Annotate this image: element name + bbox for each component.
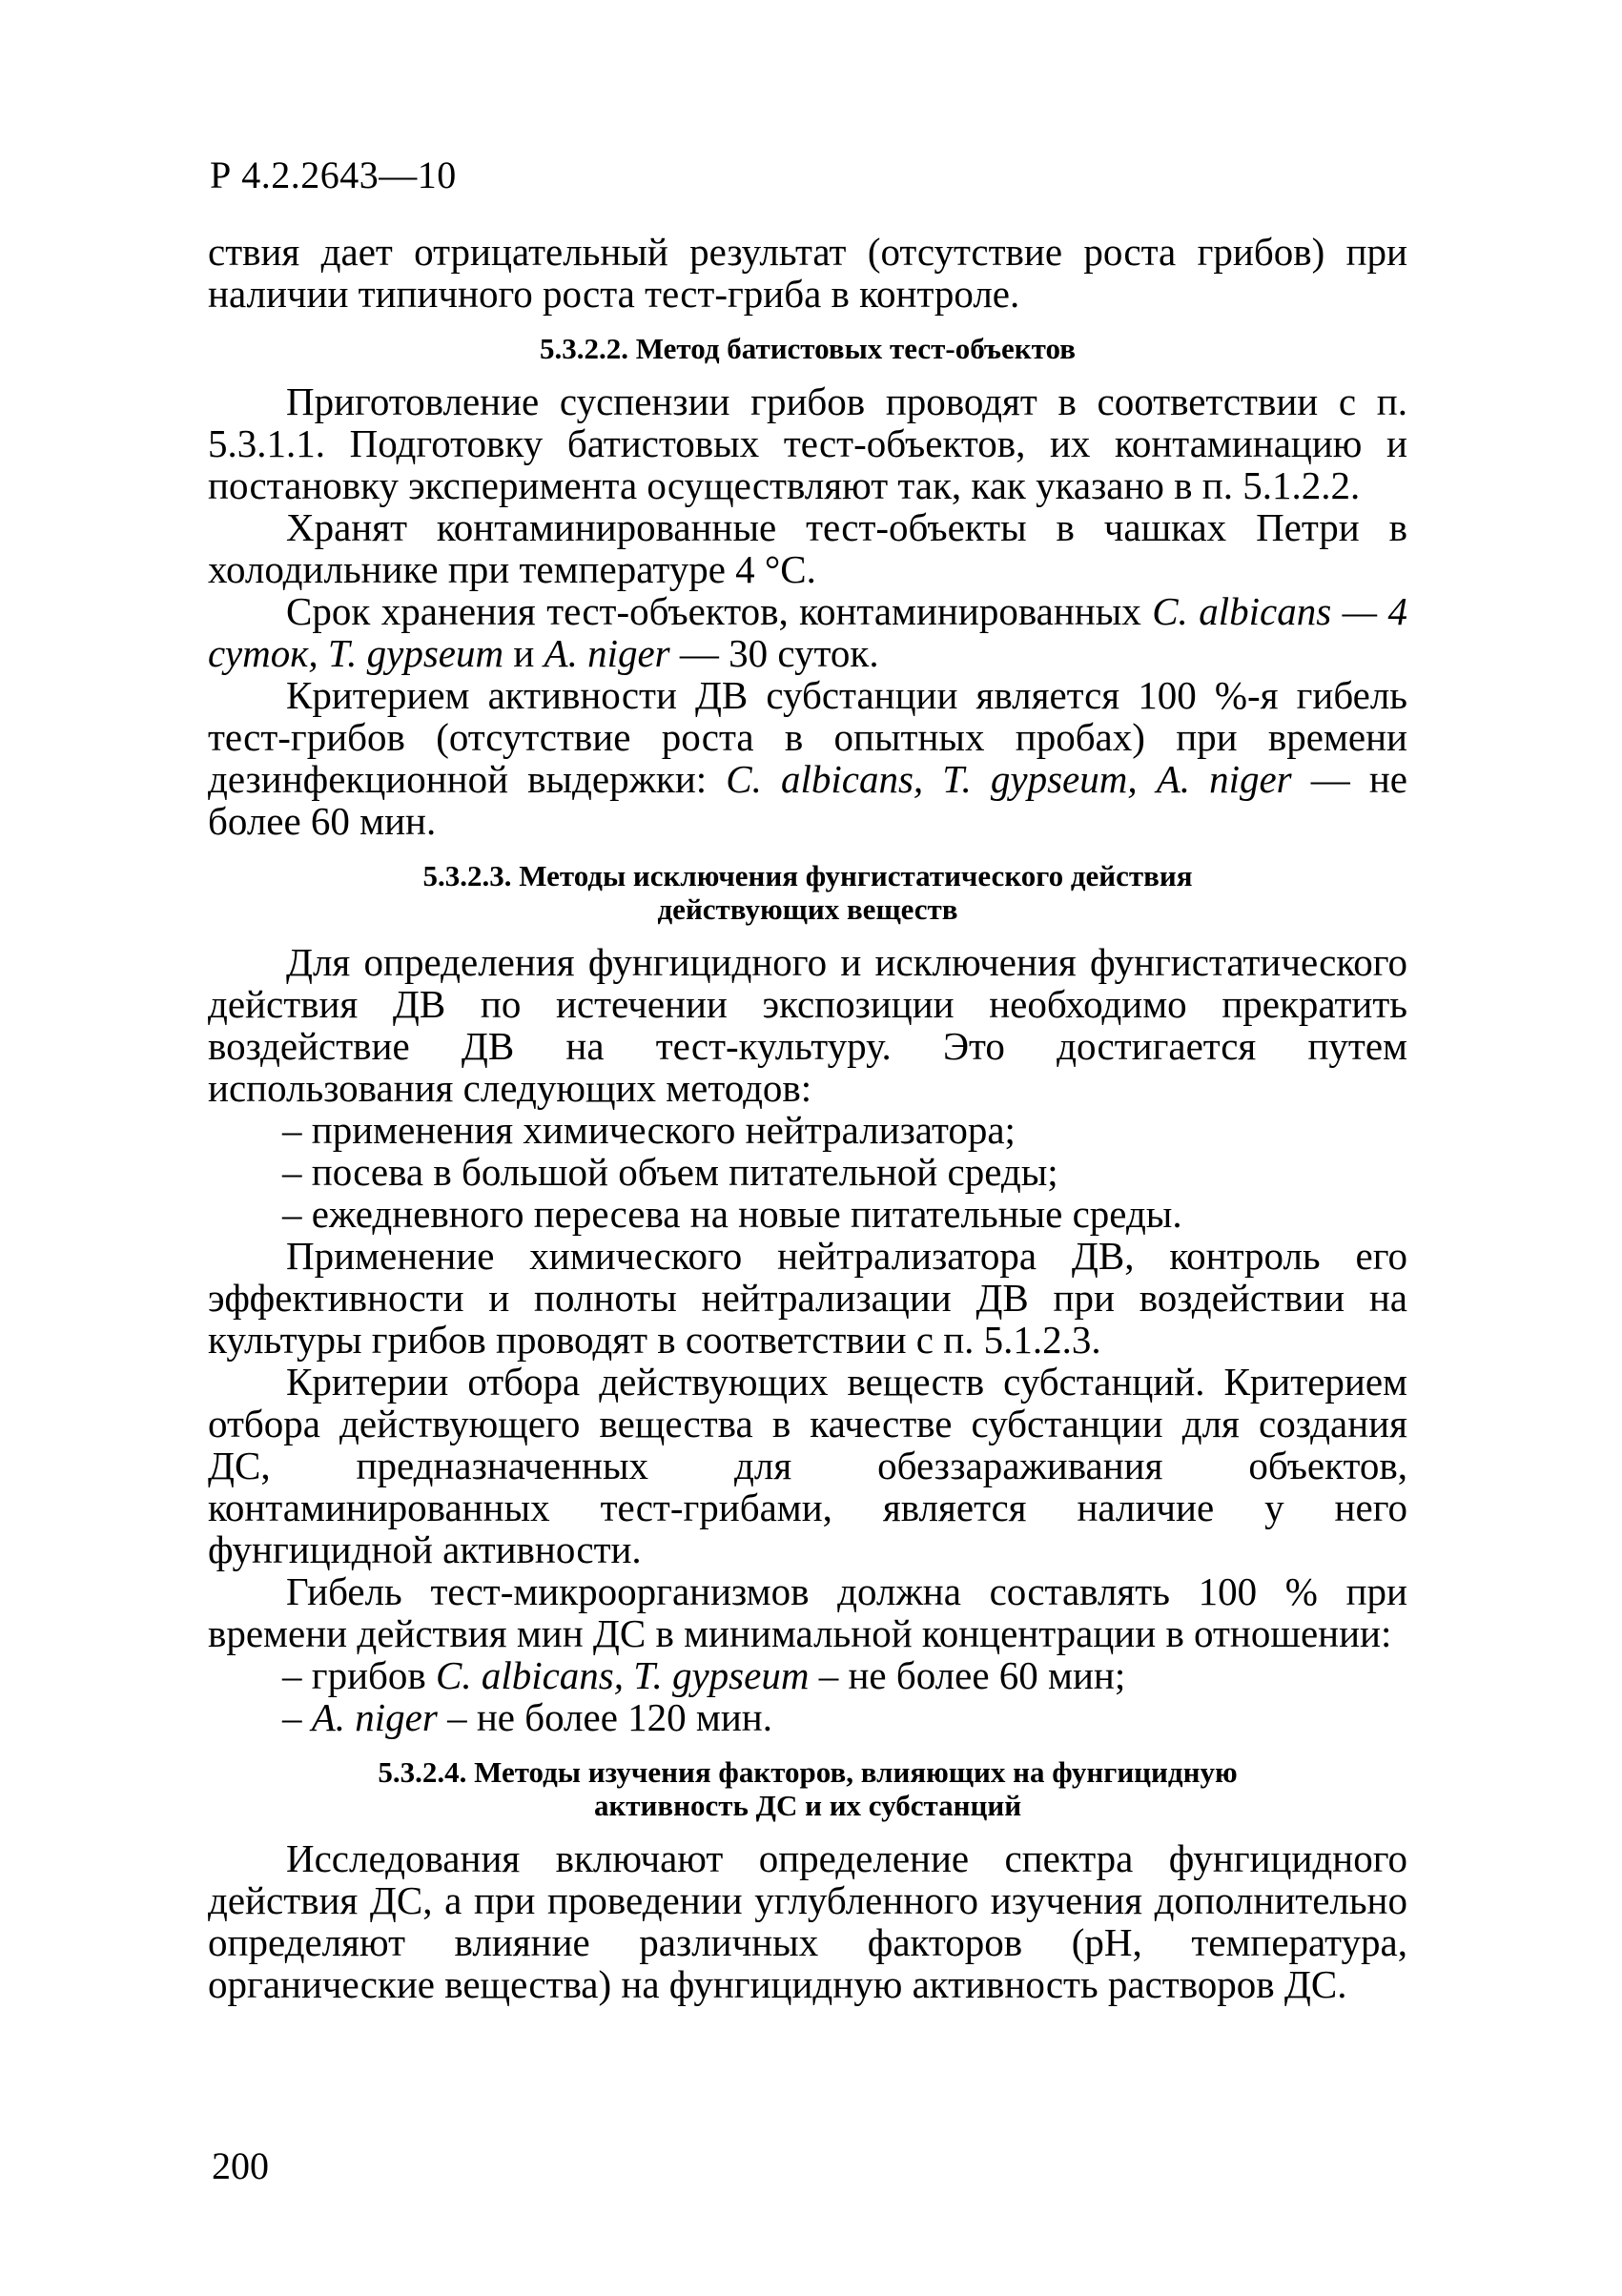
list-item: – применения химического нейтрализатора; <box>282 1108 1016 1152</box>
heading-line: действующих веществ <box>657 892 958 926</box>
text-run: и <box>503 631 544 675</box>
heading-line: 5.3.2.3. Методы исключения фунгистатического действия <box>422 859 1193 892</box>
text-run: – <box>282 1695 312 1739</box>
paragraph <box>208 674 1407 842</box>
paragraph: Критерии отбора действующих веществ субстанций. Критерием отбора действующего вещества в качестве субстанции для создания ДС, предназначенных для обеззараживания объектов, контаминированных тест-грибами, является наличие у него фунгицидной активности. <box>208 1360 1407 1571</box>
paragraph: Исследования включают определение спектра фунгицидного действия ДС, а при проведении углубленного изучения дополнительно определяют влияние различных факторов (рН, температура, органические вещества) на фунгицидную активность растворов ДС. <box>208 1836 1407 2006</box>
section-heading <box>208 332 1407 365</box>
paragraph: ствия дает отрицательный результат (отсутствие роста грибов) при наличии типичного роста тест-гриба в контроле. <box>208 230 1407 316</box>
page-number: 200 <box>212 2144 269 2187</box>
text-run: — не более 60 мин. <box>208 757 1407 843</box>
heading-line: активность ДС и их субстанций <box>593 1789 1022 1822</box>
italic-text: С. albicans, Т. gypseum <box>435 1653 810 1697</box>
document-code: Р 4.2.2643—10 <box>210 154 457 196</box>
italic-text: С. albicans, Т. gypseum, А. niger <box>726 757 1292 801</box>
paragraph: Гибель тест-микроорганизмов должна составлять 100 % при времени действия мин ДС в минимальной концентрации в отношении: <box>208 1569 1407 1655</box>
text-run: – не более 60 мин; <box>809 1653 1126 1697</box>
list-item: – ежедневного пересева на новые питательные среды. <box>282 1192 1182 1236</box>
text-run: — 30 суток. <box>669 631 879 675</box>
page-body <box>208 231 1407 2005</box>
italic-text: С. albicans — 4 суток, Т. gypseum <box>208 589 1407 675</box>
text-run: – грибов <box>282 1653 436 1697</box>
text-run: – не более 120 мин. <box>437 1695 772 1739</box>
text-run: Срок хранения тест-объектов, контаминированных <box>286 589 1153 633</box>
italic-text: А. niger <box>311 1695 438 1739</box>
section-heading <box>208 1755 1407 1822</box>
section-heading <box>208 859 1407 926</box>
paragraph: Применение химического нейтрализатора ДВ, контроль его эффективности и полноты нейтрализации ДВ при воздействии на культуры грибов проводят в соответствии с п. 5.1.2.3. <box>208 1234 1407 1362</box>
heading-line: 5.3.2.4. Методы изучения факторов, влияющих на фунгицидную <box>378 1755 1238 1789</box>
paragraph: Хранят контаминированные тест-объекты в чашках Петри в холодильнике при температуре 4 °С. <box>208 505 1407 591</box>
italic-text: А. niger <box>544 631 670 675</box>
list-item <box>208 1696 1407 1738</box>
paragraph <box>208 590 1407 674</box>
paragraph: Приготовление суспензии грибов проводят в соответствии с п. 5.3.1.1. Подготовку батистовых тест-объектов, их контаминацию и постановку эксперимента осуществляют так, как указано в п. 5.1.2.2. <box>208 379 1407 507</box>
list-item: – посева в большой объем питательной среды; <box>282 1150 1058 1194</box>
list-item <box>208 1654 1407 1696</box>
text-run: Критерием активности ДВ субстанции является 100 %-я гибель тест-грибов (отсутствие роста в опытных пробах) при времени дезинфекционной выдержки: <box>208 673 1407 801</box>
heading-line: 5.3.2.2. Метод батистовых тест-объектов <box>540 332 1076 365</box>
paragraph: Для определения фунгицидного и исключения фунгистатического действия ДВ по истечении экспозиции необходимо прекратить воздействие ДВ на тест-культуру. Это достигается путем использования следующих методов: <box>208 940 1407 1110</box>
